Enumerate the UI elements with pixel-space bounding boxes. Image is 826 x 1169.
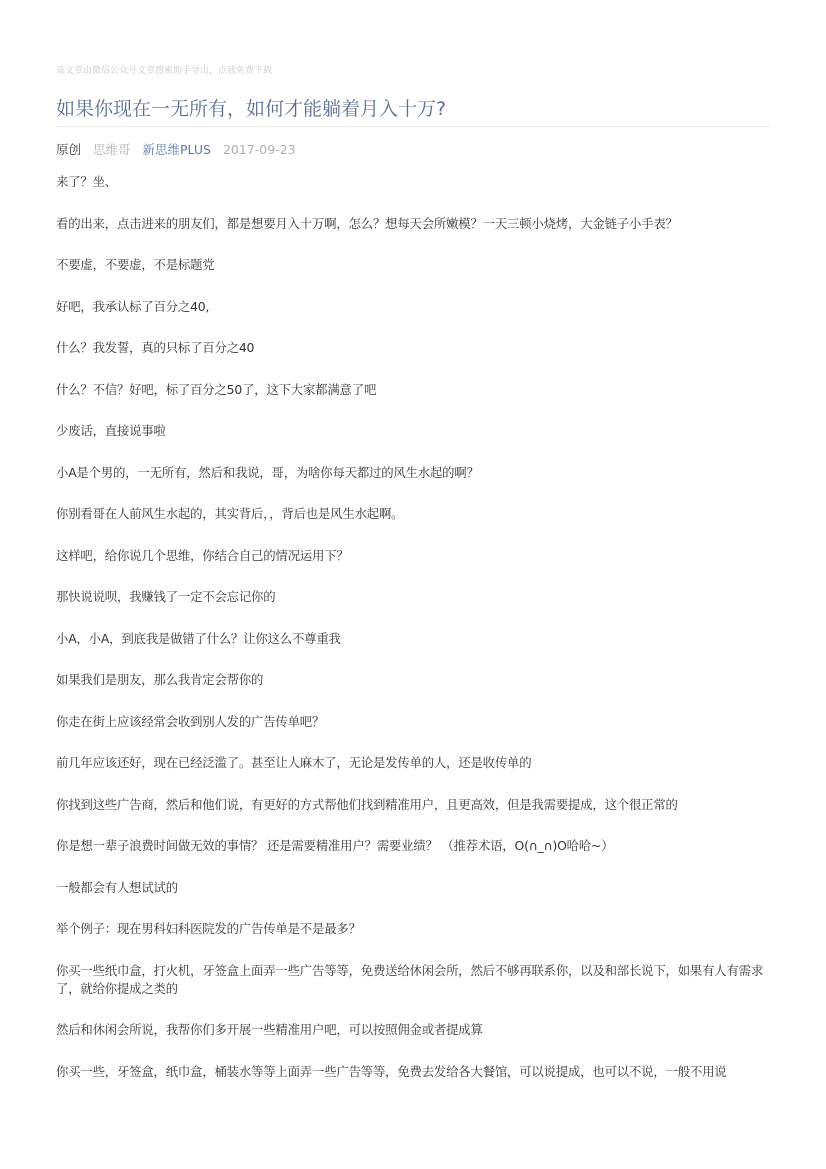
paragraph: 你走在街上应该经常会收到别人发的广告传单吧？	[56, 713, 325, 729]
paragraph: 然后和休闲会所说，我帮你们多开展一些精准用户吧，可以按照佣金或者提成算	[56, 1022, 483, 1037]
paragraph: 举个例子：现在男科妇科医院发的广告传单是不是最多？	[56, 921, 361, 936]
author-name: 思维哥	[93, 142, 131, 157]
paragraph: 这样吧，给你说几个思维，你结合自己的情况运用下？	[56, 547, 349, 563]
paragraph: 你找到这些广告商，然后和他们说，有更好的方式帮他们找到精准用户，且更高效，但是我需要提成，这个很正常的	[56, 796, 678, 812]
paragraph: 来了？坐、	[56, 174, 117, 189]
article-title: 如果你现在一无所有，如何才能躺着月入十万?	[56, 98, 447, 120]
article-meta	[56, 140, 304, 158]
original-badge: 原创	[56, 142, 82, 157]
paragraph: 小A，小A，到底我是做错了什么？让你这么不尊重我	[56, 630, 341, 646]
publish-date: 2017-09-23	[222, 142, 296, 157]
paragraph: 小A是个男的，一无所有，然后和我说，哥，为啥你每天都过的风生水起的啊？	[56, 464, 479, 480]
paragraph: 什么？我发誓，真的只标了百分之40	[56, 340, 255, 355]
account-link[interactable]: 新思维PLUS	[142, 142, 211, 157]
export-notice-link[interactable]: 该文章由微信公众号文章搜索助手导出，点我免费下载	[56, 66, 273, 76]
paragraph: 少废话，直接说事啦	[56, 423, 166, 438]
article-body	[56, 173, 768, 1104]
paragraph: 你是想一辈子浪费时间做无效的事情？ 还是需要精准用户？需要业绩？ （推荐术语，O(∩_∩)O哈哈~）	[56, 838, 614, 853]
paragraph: 如果我们是朋友，那么我肯定会帮你的	[56, 672, 264, 687]
paragraph: 那快说说呗，我赚钱了一定不会忘记你的	[56, 589, 276, 604]
paragraph: 你买一些纸巾盒，打火机，牙签盒上面弄一些广告等等，免费送给休闲会所，然后不够再联系你，以及和部长说下，如果有人有需求了，就给你提成之类的	[56, 962, 764, 996]
paragraph: 看的出来，点击进来的朋友们，都是想要月入十万啊，怎么？想每天会所嫩模？一天三顿小烧烤，大金链子小手表？	[56, 215, 678, 231]
title-divider	[56, 126, 770, 127]
paragraph: 好吧，我承认标了百分之40,	[56, 298, 210, 314]
paragraph: 一般都会有人想试试的	[56, 879, 178, 895]
paragraph: 你买一些，牙签盒，纸巾盒，桶装水等等上面弄一些广告等等，免费去发给各大餐馆，可以说提成，也可以不说，一般不用说	[56, 1063, 727, 1079]
paragraph: 前几年应该还好，现在已经泛滥了。甚至让人麻木了，无论是发传单的人，还是收传单的	[56, 755, 532, 770]
paragraph: 你别看哥在人前风生水起的，其实背后，，背后也是风生水起啊。	[56, 506, 404, 521]
paragraph: 什么？不信？好吧，标了百分之50了，这下大家都满意了吧	[56, 381, 377, 397]
paragraph: 不要虚，不要虚，不是标题党	[56, 257, 215, 272]
